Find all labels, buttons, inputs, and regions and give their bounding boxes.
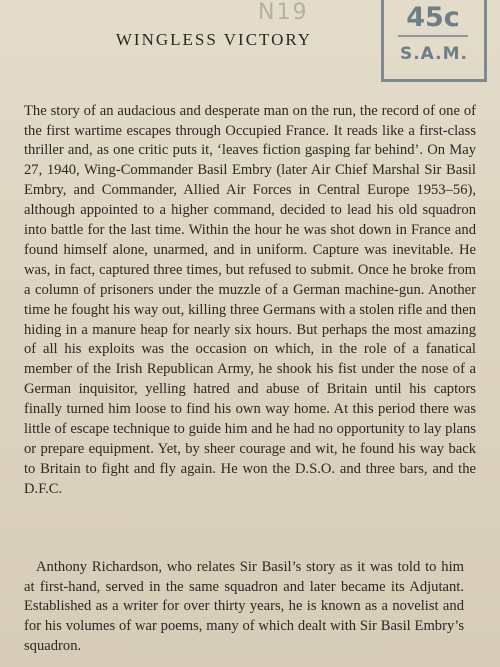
stamp-label: S.A.M. [399, 44, 468, 64]
pencil-annotation: N19 [258, 0, 309, 25]
stamp-price: 45c [398, 1, 468, 37]
author-paragraph: Anthony Richardson, who relates Sir Basil’s story as it was told to him at first-hand, served in the same squadron and later became its Adjutant. Established as a writer for over thirty years, he is known as a novelist and for his volumes of war poems, many of which dealt with Sir Basil Embry’s squadron. [24, 558, 464, 655]
book-title: WINGLESS VICTORY [115, 30, 313, 49]
synopsis-paragraph: The story of an audacious and desperate man on the run, the record of one of the first wartime escapes through Occupied France. It reads like a first-class thriller and, as one critic puts it, ‘leaves fiction gasping far behind’. On May 27, 1940, Wing-Commander Basil Embry (later Air Chief Marshal Sir Basil Embry, and Commander, Allied Air Forces in Central Europe 1953–56), although appointed to a higher command, decided to lead his old squadron into battle for the last time. Within the hour he was shot down in France and found himself alone, unarmed, and in uniform. Capture was inevitable. He was, in fact, captured three times, but refused to submit. Once he broke from a column of prisoners under the muzzle of a German machine-gun. Another time he fought his way out, killing three Germans with a stolen rifle and then hiding in a manure heap for nearly six hours. But perhaps the most amazing of all his exploits was the occasion on which, in the role of a fanatical member of the Irish Republican Army, he shook his fist under the nose of a German inquisitor, yelling hatred and abuse of Britain until his captors finally turned him loose to find his own way home. At this period there was little of escape technique to guide him and he had no opportunity to lay plans or prepare equipment. Yet, by sheer courage and wit, he found his way back to Britain to fight and fly again. He won the D.S.O. and three bars, and the D.F.C. [24, 102, 476, 497]
